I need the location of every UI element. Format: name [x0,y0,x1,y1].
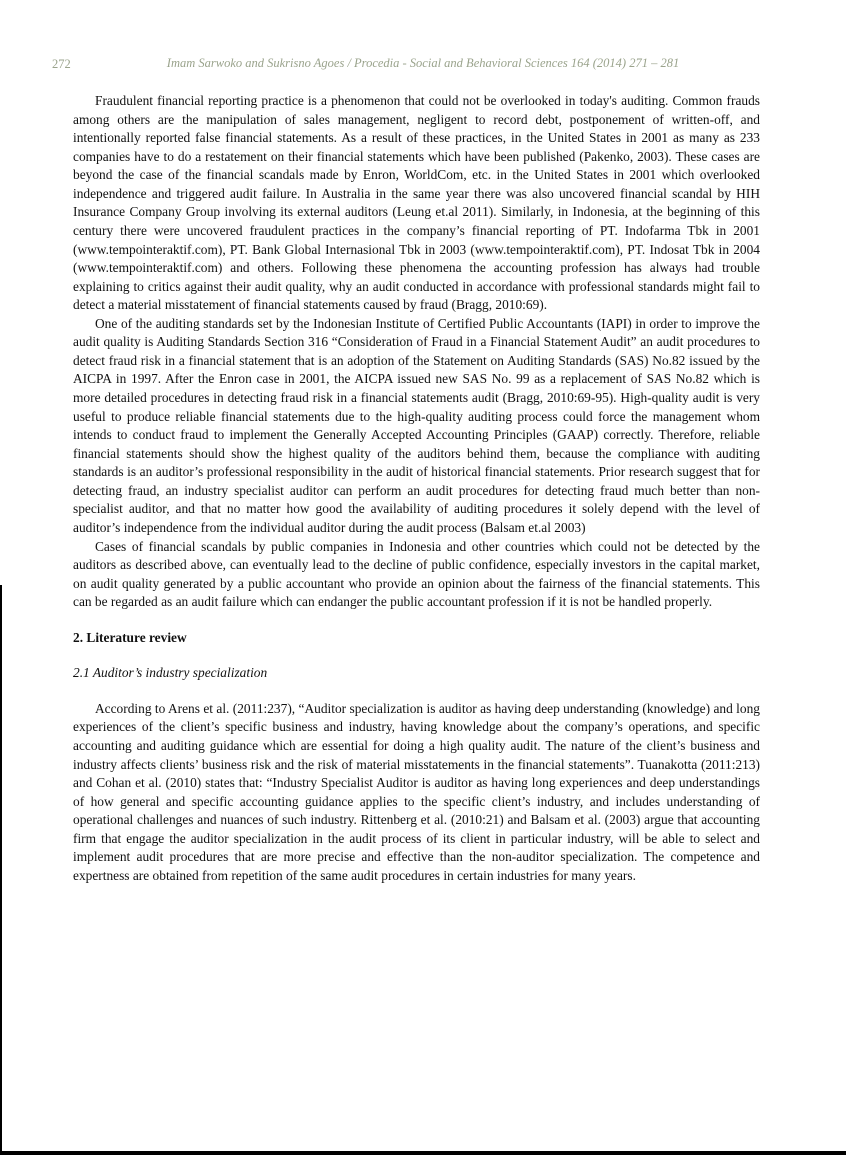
running-head: Imam Sarwoko and Sukrisno Agoes / Procedia - Social and Behavioral Sciences 164 (2014) 271 – 281 [166,56,680,70]
subsection-heading-auditor-industry-specialization: 2.1 Auditor’s industry specialization [73,665,268,681]
article-body [73,92,760,886]
paragraph-intro-3: Cases of financial scandals by public companies in Indonesia and other countries which could not be detected by the auditors as described above, can eventually lead to the decline of public confidence, especially investors in the capital market, on audit quality generated by a public accountant who provide an opinion about the fairness of the financial statements. This can be regarded as an audit failure which can endanger the public accountant profession if it is not be handled properly. [73,538,760,610]
page-number: 272 [52,57,71,71]
scan-artifact-bottom-line [0,1151,846,1155]
scan-artifact-left-line [0,585,2,1152]
section-heading-literature-review: 2. Literature review [73,629,187,645]
paragraph-intro-2: One of the auditing standards set by the Indonesian Institute of Certified Public Accountants (IAPI) in order to improve the audit quality is Auditing Standards Section 316 “Consideration of Fraud in a Financial Statement Audit” an audit procedures to detect fraud risk in a financial statement that is an adoption of the Statement on Auditing Standards (SAS) No.82 issued by the AICPA in 1997. After the Enron case in 2001, the AICPA issued new SAS No. 99 as a replacement of SAS No.82 which is more detailed procedures in detecting fraud risk in a financial statements audit (Bragg, 2010:69-95). High-quality audit is very useful to produce reliable financial statements due to the high-quality auditing process could force the management whom intends to conduct fraud to implement the Generally Accepted Accounting Principles (GAAP) correctly. Therefore, reliable financial statements should show the highest quality of the auditors behind them, because the compliance with auditing standards is an auditor’s professional responsibility in the audit of historical financial statements. Prior research suggest that for detecting fraud, an industry specialist auditor can perform an audit procedures for detecting fraud much better than non-specialist auditor, and that no matter how good the availability of auditing procedures it solely depend with the level of auditor’s independence from the individual auditor during the audit process (Balsam et.al 2003) [73,315,760,535]
paragraph-section2-1: According to Arens et al. (2011:237), “Auditor specialization is auditor as having deep understanding (knowledge) and long experiences of the client’s specific business and industry, having knowledge about the company’s operations, and specific accounting and auditing guidance which are essential for doing a high quality audit. The nature of the client’s business and industry affects clients’ business risk and the risk of material misstatements in the financial statements”. Tuanakotta (2011:213) and Cohan et al. (2010) states that: “Industry Specialist Auditor is auditor as having long experiences and deep understandings of how general and specific accounting guidance applies to the specific client’s industry, and includes understanding of operational challenges and nuances of such industry. Rittenberg et al. (2010:21) and Balsam et al. (2003) argue that accounting firm that engage the auditor specialization in the audit process of its client in particular industry, will be able to select and implement audit procedures that are more precise and effective than the non-auditor specialization. The competence and expertness are obtained from repetition of the same audit procedures in certain industries for many years. [73,700,760,883]
page-header [50,56,796,74]
paragraph-intro-1: Fraudulent financial reporting practice is a phenomenon that could not be overlooked in today's auditing. Common frauds among others are the manipulation of sales management, negligent to record debt, postponement of written-off, and intentionally reported false financial statements. As a result of these practices, in the United States in 2001 as many as 233 companies have to do a restatement on their financial statements which have been published (Pakenko, 2003). These cases are beyond the case of the financial scandals made by Enron, WorldCom, etc. in the United States in 2001 which overlooked independence and triggered audit failure. In Australia in the same year there was also uncovered financial scandal by HIH Insurance Company Group involving its external auditors (Leung et.al 2011). Similarly, in Indonesia, at the beginning of this century there were uncovered fraudulent practices in the company’s financial reporting of PT. Indofarma Tbk in 2001 (www.tempointeraktif.com), PT. Bank Global Internasional Tbk in 2003 (www.tempointeraktif.com), PT. Indosat Tbk in 2004 (www.tempointeraktif.com) and others. Following these phenomena the accounting profession has always had trouble explaining to critics against their audit quality, why an audit conducted in accordance with professional standards might fail to detect a material misstatement of financial statements caused by fraud (Bragg, 2010:69). [73,93,760,313]
